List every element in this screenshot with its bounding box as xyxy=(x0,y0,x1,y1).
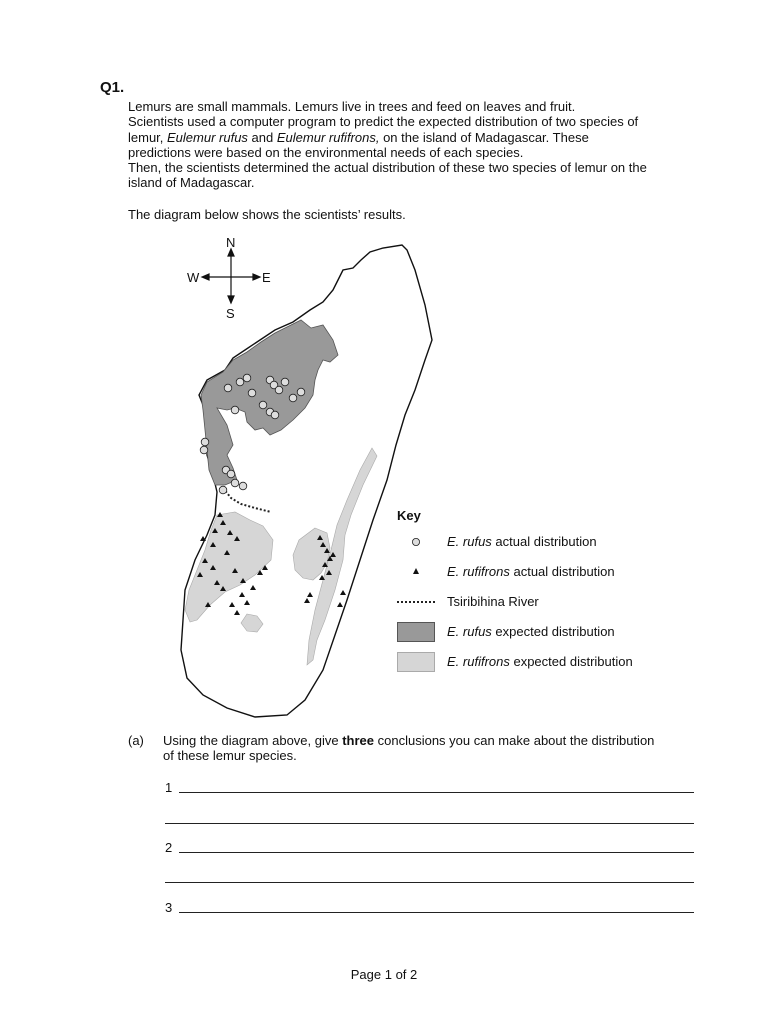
intro-text: Then, the scientists determined the actual distribution of these two species of lemur on the xyxy=(128,160,647,176)
answer-number: 3 xyxy=(165,900,173,915)
rufus-symbol-icon xyxy=(397,532,435,552)
answer-rule[interactable] xyxy=(179,912,694,913)
rufifrons-actual-points xyxy=(175,230,650,725)
rufifrons-point xyxy=(214,580,220,585)
rufifrons-point xyxy=(224,550,230,555)
rufifrons-point xyxy=(257,570,263,575)
key-label xyxy=(447,624,615,639)
key-description: actual distribution xyxy=(509,564,615,579)
key-species: E. rufifrons xyxy=(447,564,510,579)
rufifrons-point xyxy=(217,512,223,517)
part-a-text xyxy=(163,733,663,764)
part-a-text-end: conclusions you can make about the distribution of these lemur species. xyxy=(163,733,655,764)
intro-text: on the island of Madagascar. These xyxy=(379,129,589,145)
intro-line xyxy=(128,160,718,175)
key-label xyxy=(447,534,597,549)
diagram-lead: The diagram below shows the scientists’ results. xyxy=(128,207,406,222)
intro-line xyxy=(128,175,718,190)
rufifrons-point xyxy=(240,578,246,583)
rufifrons-point xyxy=(250,585,256,590)
key-label xyxy=(447,594,539,609)
madagascar-lemur-map xyxy=(175,230,650,725)
key-description: expected distribution xyxy=(491,624,615,639)
question-intro xyxy=(128,99,718,191)
rufifrons-point xyxy=(319,575,325,580)
rufifrons-point xyxy=(317,535,323,540)
rufifrons-point xyxy=(234,610,240,615)
rufifrons-point xyxy=(229,602,235,607)
intro-text: lemur, xyxy=(128,129,168,145)
answer-rule[interactable] xyxy=(179,792,694,793)
key-item xyxy=(397,562,657,582)
rufifrons-point xyxy=(326,570,332,575)
key-item xyxy=(397,592,657,612)
key-species: E. rufus xyxy=(447,624,492,639)
key-description: actual distribution xyxy=(491,534,597,549)
compass-east-label: E xyxy=(262,270,271,285)
intro-text: Scientists used a computer program to predict the expected distribution of two species of xyxy=(128,114,639,130)
rufifrons-point xyxy=(340,590,346,595)
rufifrons-point xyxy=(244,600,250,605)
rufifrons-expected-swatch xyxy=(397,652,435,672)
intro-text: predictions were based on the environmental needs of each species. xyxy=(128,144,524,160)
rufifrons-point xyxy=(205,602,211,607)
rufifrons-point xyxy=(212,528,218,533)
rufifrons-point xyxy=(202,558,208,563)
rufifrons-point xyxy=(262,565,268,570)
intro-text: Lemurs are small mammals. Lemurs live in trees and feed on leaves and fruit. xyxy=(128,99,576,114)
key-title: Key xyxy=(397,508,421,523)
compass-north-label: N xyxy=(226,235,236,250)
rufifrons-point xyxy=(232,568,238,573)
key-item xyxy=(397,622,657,642)
key-species: E. rufifrons xyxy=(447,654,510,669)
rufifrons-point xyxy=(330,552,336,557)
intro-text: and xyxy=(247,129,277,145)
rufifrons-point xyxy=(324,548,330,553)
rufifrons-point xyxy=(234,536,240,541)
rufifrons-point xyxy=(239,592,245,597)
rufifrons-point xyxy=(197,572,203,577)
intro-line xyxy=(128,99,718,114)
answer-rule[interactable] xyxy=(165,823,694,824)
key-item xyxy=(397,652,657,672)
intro-line xyxy=(128,145,718,160)
rufus-expected-swatch xyxy=(397,622,435,642)
intro-line xyxy=(128,130,718,145)
rufifrons-point xyxy=(200,536,206,541)
answer-rule[interactable] xyxy=(179,852,694,853)
compass-south-label: S xyxy=(226,306,235,321)
rufifrons-point xyxy=(337,602,343,607)
answer-number: 2 xyxy=(165,840,173,855)
part-a-text-start: Using the diagram above, give xyxy=(163,733,343,748)
rufifrons-point xyxy=(220,520,226,525)
part-a-label: (a) xyxy=(128,733,144,748)
rufifrons-point xyxy=(322,562,328,567)
rufifrons-point xyxy=(320,542,326,547)
rufifrons-point xyxy=(304,598,310,603)
question-number: Q1. xyxy=(100,79,125,96)
rufifrons-point xyxy=(210,542,216,547)
rufifrons-point xyxy=(307,592,313,597)
answer-number: 1 xyxy=(165,780,173,795)
key-label xyxy=(447,654,633,669)
species-name: Eulemur rufifrons, xyxy=(276,129,380,145)
key-item xyxy=(397,532,657,552)
key-species: E. rufus xyxy=(447,534,492,549)
rufifrons-point xyxy=(227,530,233,535)
rufifrons-point xyxy=(210,565,216,570)
page-footer: Page 1 of 2 xyxy=(350,967,418,982)
key-label xyxy=(447,564,615,579)
key-description: Tsiribihina River xyxy=(447,594,539,609)
species-name: Eulemur rufus xyxy=(167,129,248,145)
river-symbol-icon xyxy=(397,592,435,612)
compass-west-label: W xyxy=(187,270,200,285)
key-description: expected distribution xyxy=(509,654,633,669)
rufifrons-symbol-icon xyxy=(397,562,435,582)
part-a-text-bold: three xyxy=(342,733,375,748)
answer-rule[interactable] xyxy=(165,882,694,883)
intro-line xyxy=(128,114,718,129)
intro-text: island of Madagascar. xyxy=(128,175,255,191)
rufifrons-point xyxy=(220,586,226,591)
